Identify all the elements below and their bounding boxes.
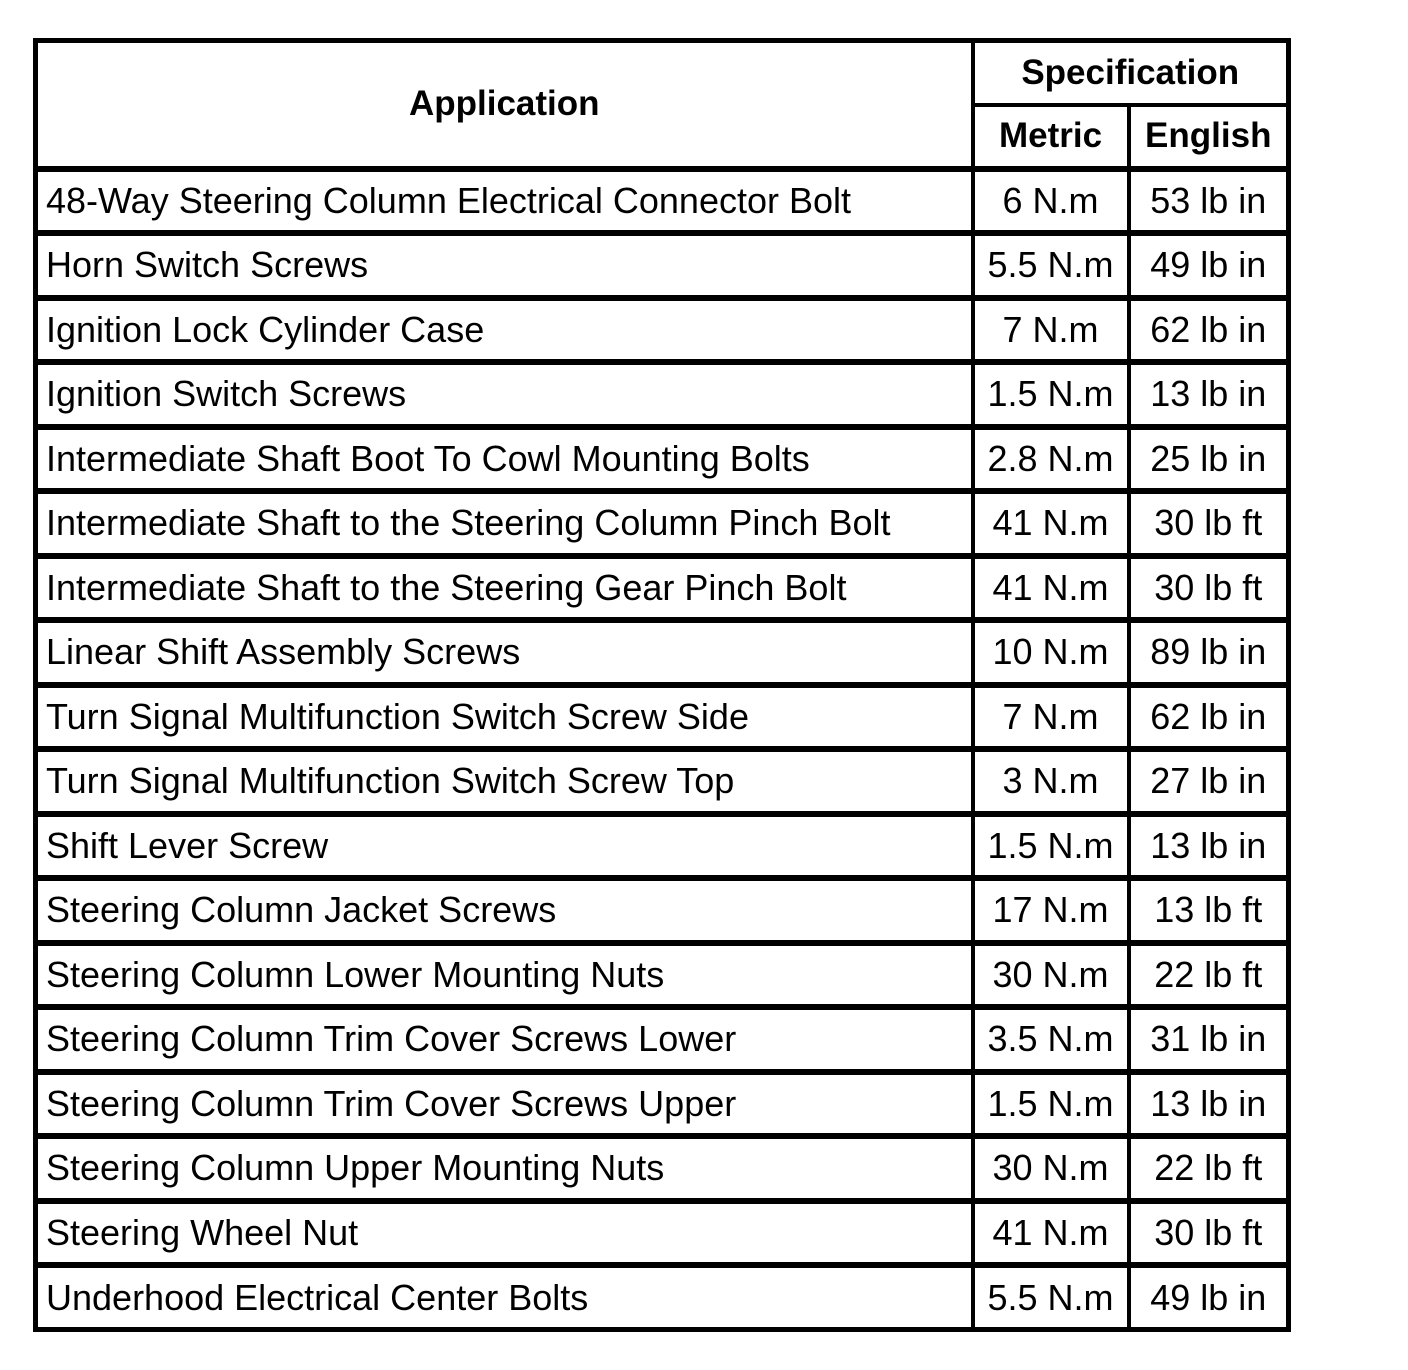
english-cell: 49 lb in [1129,233,1289,298]
metric-cell: 3.5 N.m [973,1007,1129,1072]
metric-cell: 41 N.m [973,491,1129,556]
table-header [36,41,1289,169]
table-row [36,1072,1289,1137]
fastener-specification-table [33,38,1291,1332]
application-cell: Steering Wheel Nut [36,1201,973,1266]
application-cell: Linear Shift Assembly Screws [36,620,973,685]
application-cell: Steering Column Upper Mounting Nuts [36,1136,973,1201]
english-cell: 13 lb ft [1129,878,1289,943]
metric-cell: 1.5 N.m [973,814,1129,879]
metric-cell: 10 N.m [973,620,1129,685]
english-cell: 27 lb in [1129,749,1289,814]
metric-cell: 30 N.m [973,1136,1129,1201]
table-row [36,878,1289,943]
english-cell: 13 lb in [1129,362,1289,427]
english-cell: 22 lb ft [1129,943,1289,1008]
metric-cell: 5.5 N.m [973,233,1129,298]
application-cell: Steering Column Trim Cover Screws Lower [36,1007,973,1072]
table-row [36,169,1289,234]
table-row [36,298,1289,363]
metric-cell: 5.5 N.m [973,1265,1129,1330]
application-cell: Intermediate Shaft Boot To Cowl Mounting Bolts [36,427,973,492]
metric-cell: 41 N.m [973,1201,1129,1266]
application-column-header: Application [36,41,973,169]
table-row [36,1201,1289,1266]
application-cell: Turn Signal Multifunction Switch Screw Side [36,685,973,750]
metric-cell: 3 N.m [973,749,1129,814]
table-row [36,1136,1289,1201]
application-cell: Steering Column Jacket Screws [36,878,973,943]
table-row [36,233,1289,298]
application-cell: Shift Lever Screw [36,814,973,879]
application-cell: Ignition Lock Cylinder Case [36,298,973,363]
english-cell: 62 lb in [1129,298,1289,363]
application-cell: Turn Signal Multifunction Switch Screw Top [36,749,973,814]
application-cell: Underhood Electrical Center Bolts [36,1265,973,1330]
table-row [36,556,1289,621]
table-row [36,685,1289,750]
table-row [36,1007,1289,1072]
metric-column-header: Metric [973,105,1129,169]
metric-cell: 1.5 N.m [973,1072,1129,1137]
english-cell: 53 lb in [1129,169,1289,234]
english-cell: 13 lb in [1129,814,1289,879]
english-cell: 13 lb in [1129,1072,1289,1137]
metric-cell: 41 N.m [973,556,1129,621]
application-cell: Horn Switch Screws [36,233,973,298]
english-cell: 22 lb ft [1129,1136,1289,1201]
application-cell: Intermediate Shaft to the Steering Column Pinch Bolt [36,491,973,556]
table-row [36,620,1289,685]
english-cell: 30 lb ft [1129,491,1289,556]
english-cell: 31 lb in [1129,1007,1289,1072]
table-row [36,1265,1289,1330]
metric-cell: 6 N.m [973,169,1129,234]
metric-cell: 7 N.m [973,298,1129,363]
table-row [36,814,1289,879]
english-cell: 30 lb ft [1129,556,1289,621]
table-body [36,169,1289,1330]
english-column-header: English [1129,105,1289,169]
specification-column-header: Specification [973,41,1289,105]
metric-cell: 2.8 N.m [973,427,1129,492]
english-cell: 62 lb in [1129,685,1289,750]
table-row [36,749,1289,814]
english-cell: 25 lb in [1129,427,1289,492]
application-cell: Steering Column Trim Cover Screws Upper [36,1072,973,1137]
table-row [36,362,1289,427]
metric-cell: 17 N.m [973,878,1129,943]
table-row [36,943,1289,1008]
application-cell: Ignition Switch Screws [36,362,973,427]
english-cell: 49 lb in [1129,1265,1289,1330]
english-cell: 30 lb ft [1129,1201,1289,1266]
application-cell: Steering Column Lower Mounting Nuts [36,943,973,1008]
application-cell: Intermediate Shaft to the Steering Gear Pinch Bolt [36,556,973,621]
metric-cell: 30 N.m [973,943,1129,1008]
application-cell: 48-Way Steering Column Electrical Connector Bolt [36,169,973,234]
metric-cell: 7 N.m [973,685,1129,750]
table-row [36,427,1289,492]
metric-cell: 1.5 N.m [973,362,1129,427]
english-cell: 89 lb in [1129,620,1289,685]
table-row [36,491,1289,556]
header-row-top [36,41,1289,105]
